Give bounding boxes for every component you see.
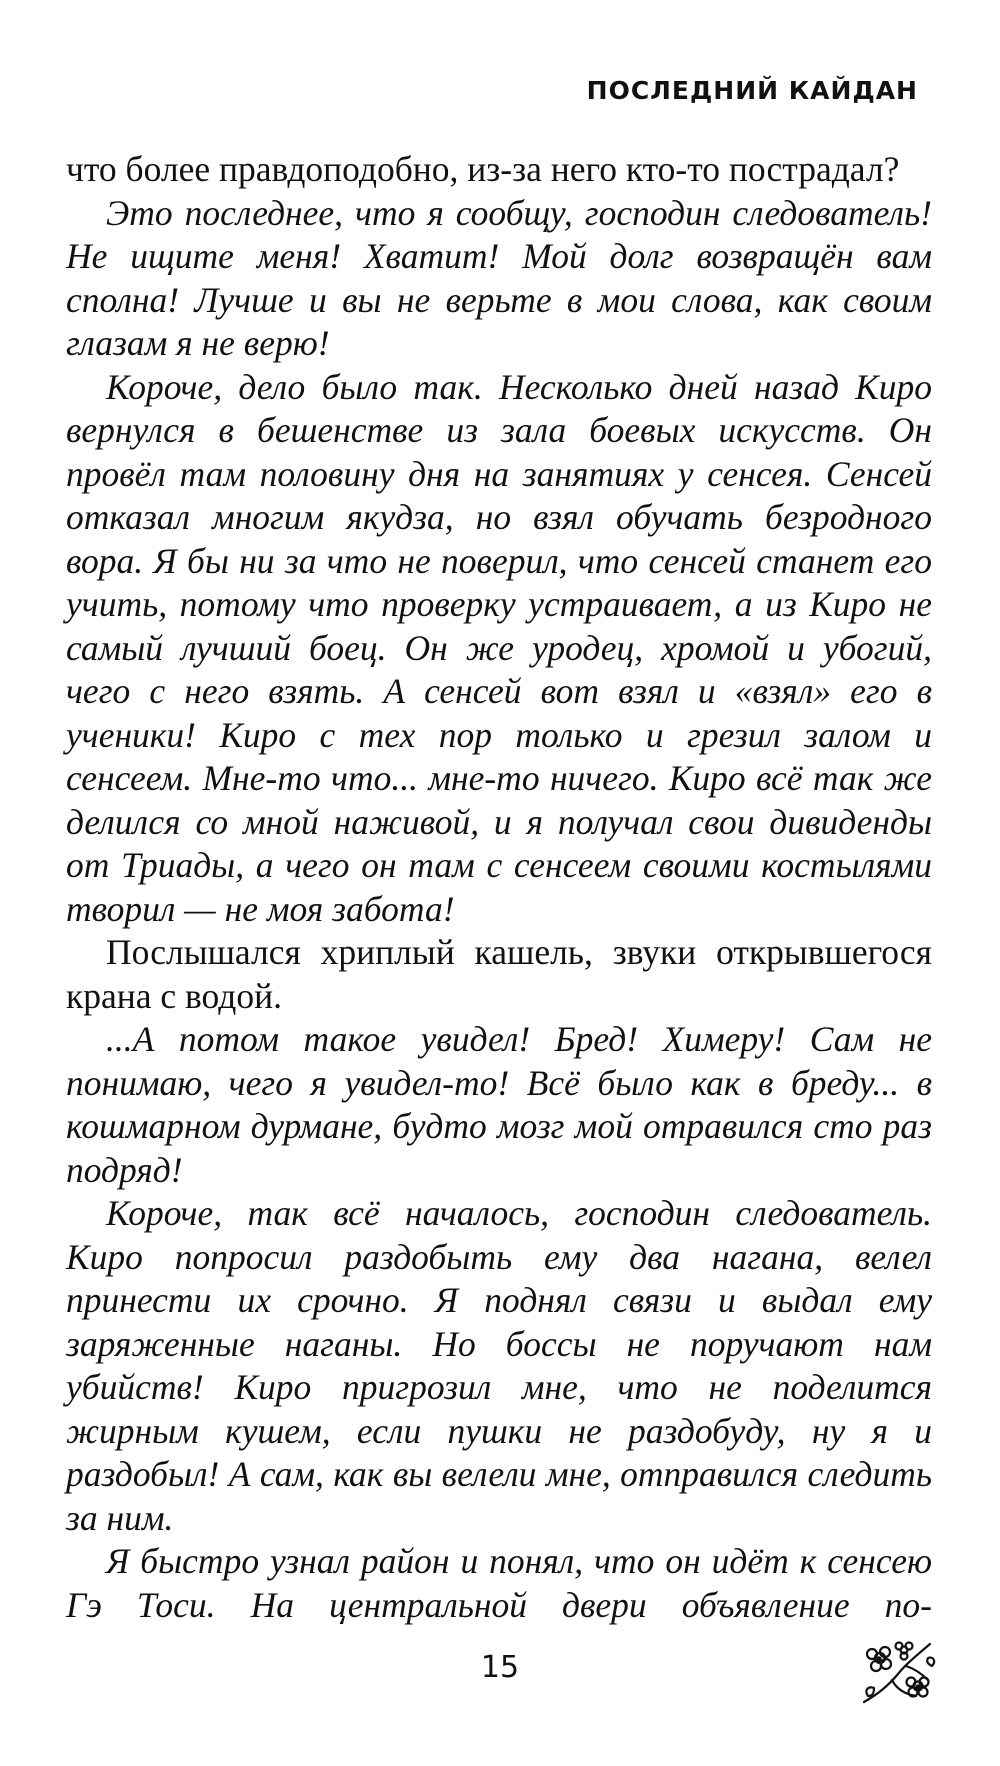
page-number: 15 [480, 1650, 520, 1685]
paragraph-italic-3: ...А потом такое увидел! Бред! Химеру! Сам не понимаю, чего я увидел-то! Всё было как в бреду... в кошмарном дурмане, будто мозг мой отравился сто раз подряд! [66, 1019, 932, 1190]
paragraph-italic-5: Я быстро узнал район и понял, что он идёт к сенсею Гэ Тоси. На центральной двери объявление по- [66, 1541, 932, 1625]
paragraph-italic-4: Короче, так всё началось, господин следователь. Киро попросил раздобыть ему два нагана, велел принести их срочно. Я поднял связи и выдал ему заряженные наганы. Но боссы не поручают нам убийств! Киро пригрозил мне, что не поделится жирным кушем, если пушки не раздобуду, ну я и раздобыл! А сам, как вы велели мне, отправился следить за ним. [66, 1193, 932, 1538]
paragraph-italic-1: Это последнее, что я сообщу, господин следователь! Не ищите меня! Хватит! Мой долг возвращён вам сполна! Лучше и вы не верьте в мои слова, как своим глазам я не верю! [66, 192, 932, 363]
running-title: ПОСЛЕДНИЙ КАЙДАН [586, 76, 918, 105]
paragraph-narration: Послышался хриплый кашель, звуки открывшегося крана с водой. [66, 932, 932, 1016]
paragraph-continuation: что более правдоподобно, из-за него кто-то пострадал? [66, 149, 900, 189]
body-text [66, 148, 932, 1627]
paragraph-italic-2: Короче, дело было так. Несколько дней назад Киро вернулся в бешенстве из зала боевых искусств. Он провёл там половину дня на занятиях у сенсея. Сенсей отказал многим якудза, но взял обучать безродного вора. Я бы ни за что не поверил, что сенсей станет его учить, потому что проверку устраивает, а из Киро не самый лучший боец. Он же уродец, хромой и убогий, чего с него взять. А сенсей вот взял и «взял» его в ученики! Киро с тех пор только и грезил залом и сенсеем. Мне-то что... мне-то ничего. Киро всё так же делился со мной наживой, и я получал свои дивиденды от Триады, а чего он там с сенсеем своими костылями творил — не моя забота! [66, 366, 932, 929]
sakura-blossom-icon [858, 1636, 938, 1708]
